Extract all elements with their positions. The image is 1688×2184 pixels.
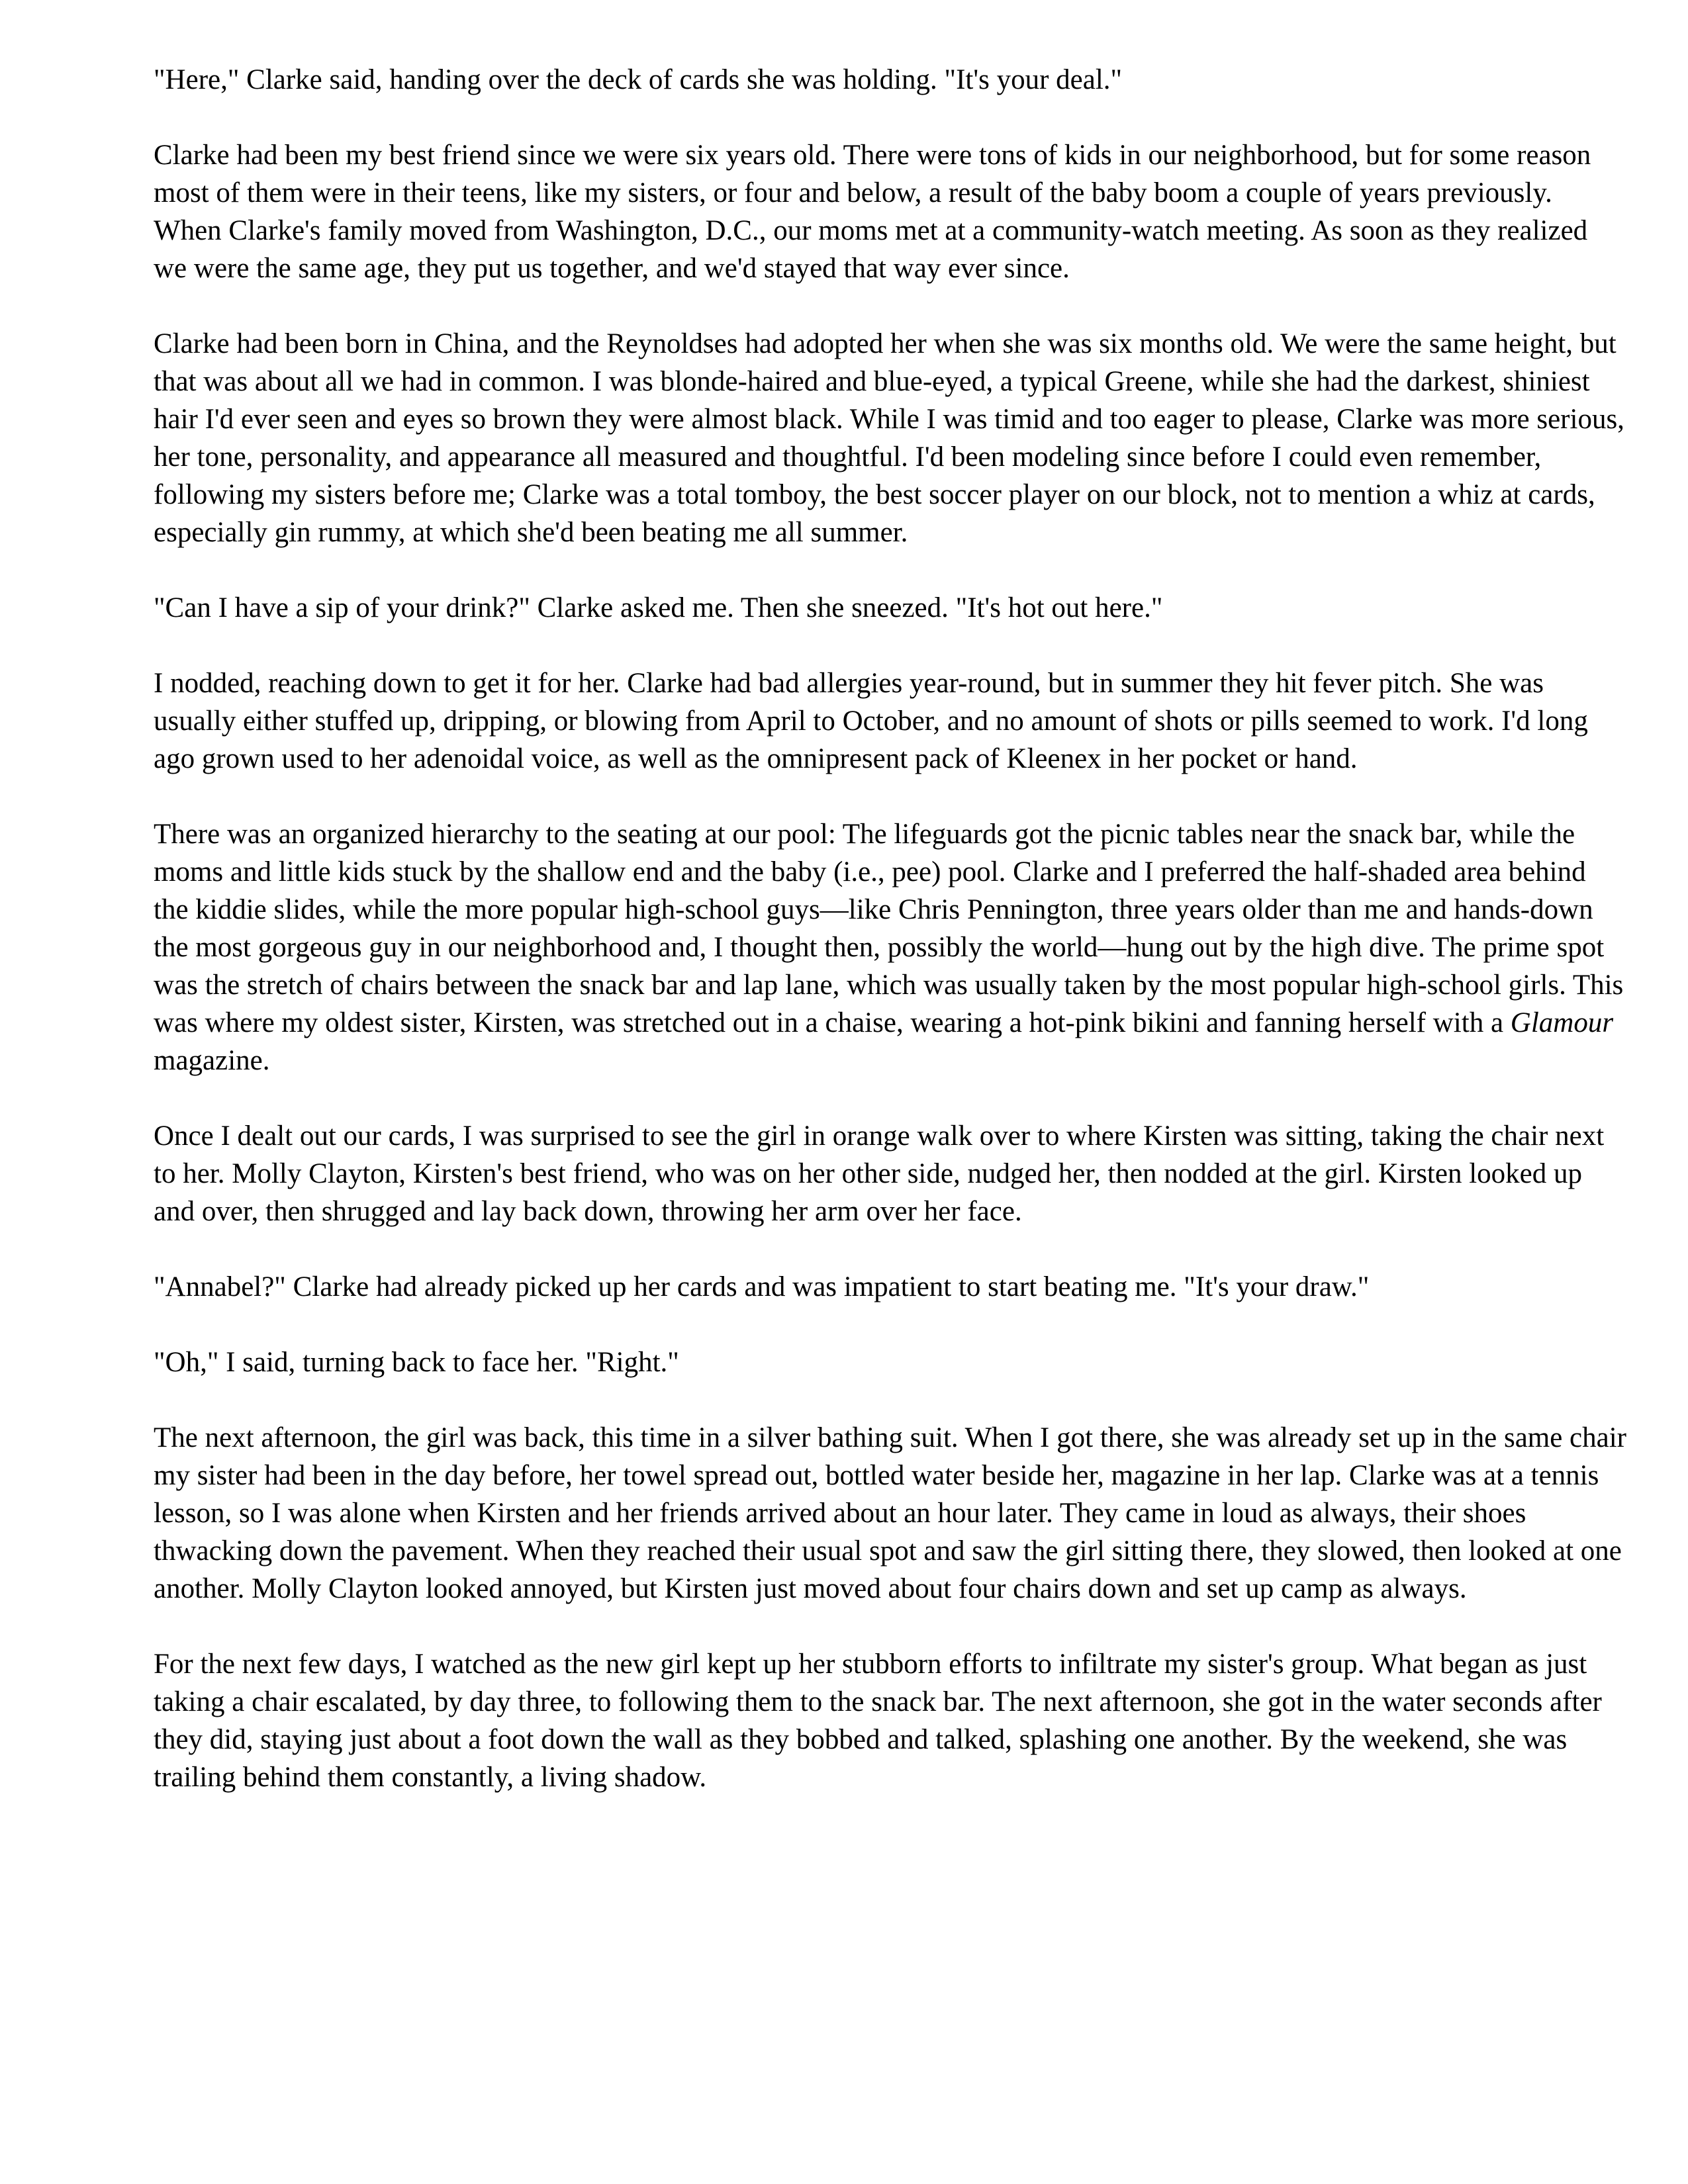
paragraph-2: Clarke had been my best friend since we were six years old. There were tons of kids in our neighborhood, but for some reason most of them were in their teens, like my sisters, or four and below, a result of the baby boom a couple of years previously. When Clarke's family moved from Washington, D.C., our moms met at a community-watch meeting. As soon as they realized we were the same age, they put us together, and we'd stayed that way ever since. [154, 140, 1591, 284]
paragraph-10: The next afternoon, the girl was back, this time in a silver bathing suit. When I got there, she was already set up in the same chair my sister had been in the day before, her towel spread out, bottled water beside her, magazine in her lap. Clarke was at a tennis lesson, so I was alone when Kirsten and her friends arrived about an hour later. They came in loud as always, their shoes thwacking down the pavement. When they reached their usual spot and saw the girl sitting there, they slowed, then looked at one another. Molly Clayton looked annoyed, but Kirsten just moved about four chairs down and set up camp as always. [154, 1422, 1626, 1604]
document-page [154, 61, 1626, 1796]
paragraph-6 [154, 815, 1626, 1079]
paragraph-6-text-after: magazine. [154, 1045, 270, 1076]
paragraph-4: "Can I have a sip of your drink?" Clarke asked me. Then she sneezed. "It's hot out here." [154, 592, 1163, 623]
paragraph-1: "Here," Clarke said, handing over the deck of cards she was holding. "It's your deal." [154, 64, 1123, 95]
paragraph-8: "Annabel?" Clarke had already picked up her cards and was impatient to start beating me. "It's your draw." [154, 1271, 1370, 1302]
paragraph-11: For the next few days, I watched as the new girl kept up her stubborn efforts to infiltrate my sister's group. What began as just taking a chair escalated, by day three, to following them to the snack bar. The next afternoon, she got in the water seconds after they did, staying just about a foot down the wall as they bobbed and talked, splashing one another. By the weekend, she was trailing behind them constantly, a living shadow. [154, 1649, 1602, 1793]
paragraph-5: I nodded, reaching down to get it for her. Clarke had bad allergies year-round, but in summer they hit fever pitch. She was usually either stuffed up, dripping, or blowing from April to October, and no amount of shots or pills seemed to work. I'd long ago grown used to her adenoidal voice, as well as the omnipresent pack of Kleenex in her pocket or hand. [154, 668, 1588, 774]
paragraph-3: Clarke had been born in China, and the Reynoldses had adopted her when she was six months old. We were the same height, but that was about all we had in common. I was blonde-haired and blue-eyed, a typical Greene, while she had the darkest, shiniest hair I'd ever seen and eyes so brown they were almost black. While I was timid and too eager to please, Clarke was more serious, her tone, personality, and appearance all measured and thoughtful. I'd been modeling since before I could even remember, following my sisters before me; Clarke was a total tomboy, the best soccer player on our block, not to mention a whiz at cards, especially gin rummy, at which she'd been beating me all summer. [154, 328, 1624, 548]
paragraph-9: "Oh," I said, turning back to face her. "Right." [154, 1347, 679, 1378]
paragraph-6-text-before: There was an organized hierarchy to the seating at our pool: The lifeguards got the picnic tables near the snack bar, while the moms and little kids stuck by the shallow end and the baby (i.e., pee) pool. Clarke and I preferred the half-shaded area behind the kiddie slides, while the more popular high-school guys—like Chris Pennington, three years older than me and hands-down the most gorgeous guy in our neighborhood and, I thought then, possibly the world—hung out by the high dive. The prime spot was the stretch of chairs between the snack bar and lap lane, which was usually taken by the most popular high-school girls. This was where my oldest sister, Kirsten, was stretched out in a chaise, wearing a hot-pink bikini and fanning herself with a [154, 819, 1624, 1038]
paragraph-7: Once I dealt out our cards, I was surprised to see the girl in orange walk over to where Kirsten was sitting, taking the chair next to her. Molly Clayton, Kirsten's best friend, who was on her other side, nudged her, then nodded at the girl. Kirsten looked up and over, then shrugged and lay back down, throwing her arm over her face. [154, 1120, 1605, 1227]
magazine-title: Glamour [1510, 1007, 1614, 1038]
